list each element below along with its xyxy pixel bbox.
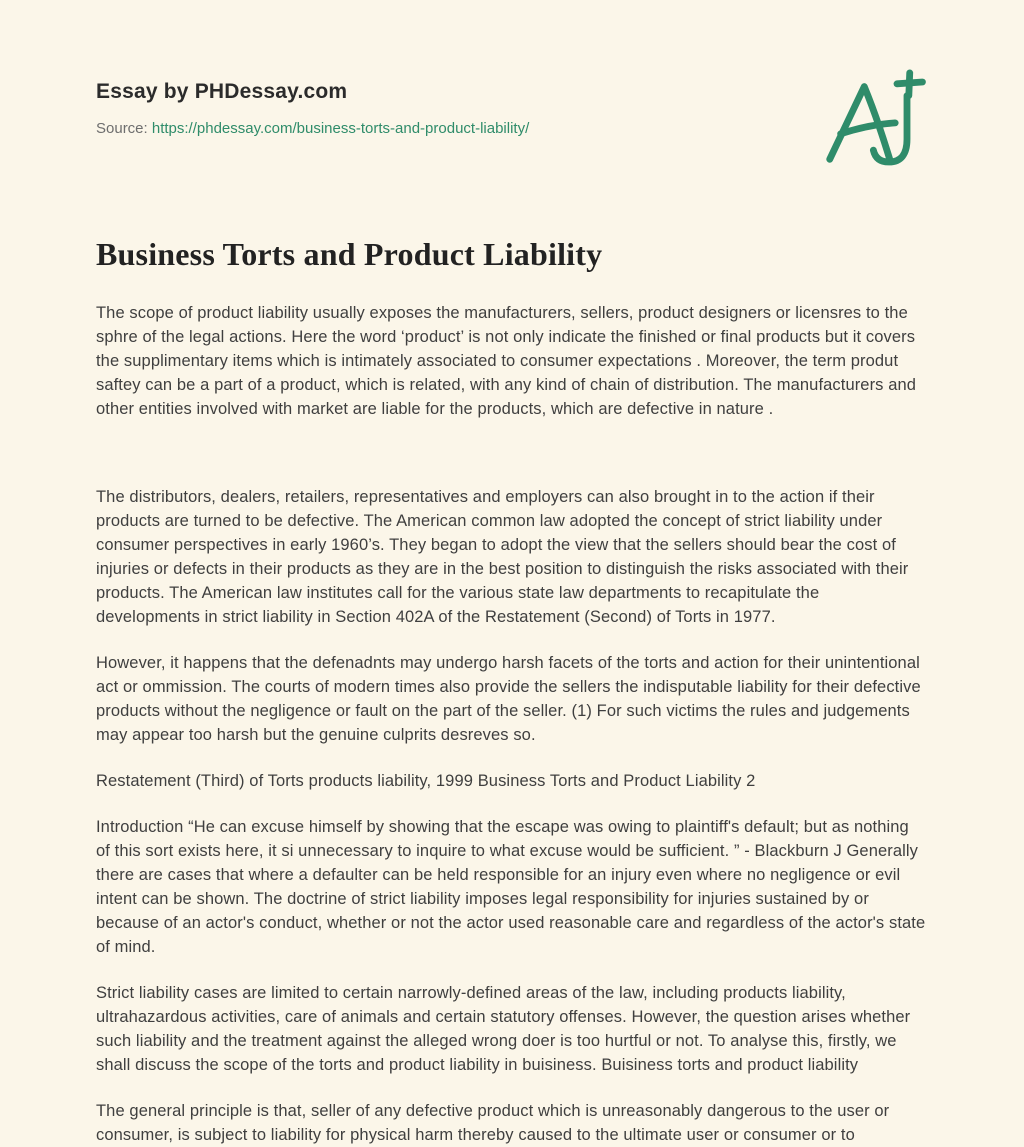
page-title: Business Torts and Product Liability [96,236,603,272]
essay-paragraph: The distributors, dealers, retailers, representatives and employers can also brought in to the action if their products are turned to be defective. The American common law adopted the concept of strict liability under consumer perspectives in early 1960’s. They began to adopt the view that the sellers should bear the cost of injuries or defects in their products as they are in the best position to distinguish the risks associated with their products. The American law institutes call for the various state law departments to recapitulate the developments in strict liability in Section 402A of the Restatement (Second) of Torts in 1977. [96,488,909,626]
essay-paragraph: The scope of product liability usually exposes the manufacturers, sellers, product designers or licensres to the sphre of the legal actions. Here the word ‘product’ is not only indicate the finished or final products but it covers the supplimentary items which is intimately associated to consumer expectations . Moreover, the term produt saftey can be a part of a product, which is related, with any kind of chain of distribution. The manufacturers and other entities involved with market are liable for the products, which are defective in nature . [96,304,917,418]
essay-paragraph: Strict liability cases are limited to certain narrowly-defined areas of the law, including products liability, ultrahazardous activities, care of animals and certain statutory offenses. However, the question arises whether such liability and the treatment against the alleged wrong doer is too hurtful or not. To analyse this, firstly, we shall discuss the scope of the torts and product liability in buisiness. Buisiness torts and product liability [96,984,911,1074]
header-text-block [96,72,529,137]
source-url-link[interactable]: https://phdessay.com/business-torts-and-product-liability/ [151,120,530,137]
essay-paragraph: However, it happens that the defenadnts may undergo harsh facets of the torts and action for their unintentional act or ommission. The courts of modern times also provide the sellers the indisputable liability for their defective products without the negligence or fault on the part of the seller. (1) For such victims the rules and judgements may appear too harsh but the genuine culprits desreves so. [96,654,921,744]
page-header [96,72,926,172]
essay-paragraph: The general principle is that, seller of any defective product which is unreasonably dangerous to the user or consumer, is subject to liability for physical harm thereby caused to the ultimate user or consumer or to [96,1102,890,1144]
source-label: Source: [96,120,148,137]
essay-byline: Essay by PHDessay.com [96,80,348,103]
essay-paragraph: Restatement (Third) of Torts products liability, 1999 Business Torts and Product Liability 2 [96,772,756,790]
phdessay-monogram-logo [822,72,932,172]
source-line [96,120,529,137]
essay-paragraph: Introduction “He can excuse himself by showing that the escape was owing to plaintiff's default; but as nothing of this sort exists here, it si unnecessary to inquire to what excuse would be sufficient. ” - Blackburn J Generally there are cases that where a defaulter can be held responsible for an injury even where no negligence or evil intent can be shown. The doctrine of strict liability imposes legal responsibility for injuries sustained by or because of an actor's conduct, whether or not the actor used reasonable care and regardless of the actor's state of mind. [96,818,926,956]
essay-body [96,301,926,1147]
